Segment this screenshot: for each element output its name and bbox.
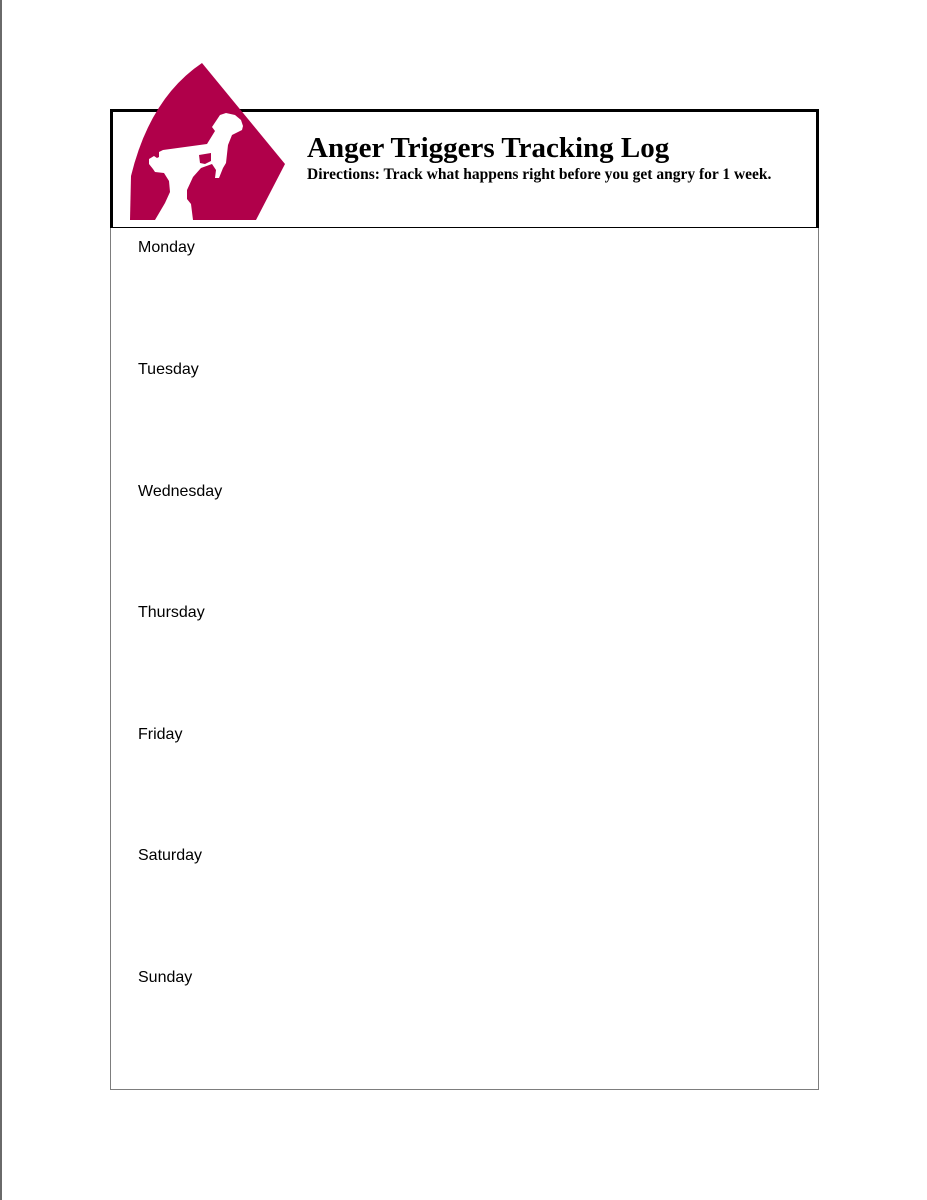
day-label-friday: Friday (138, 726, 183, 743)
day-notes-wednesday[interactable] (138, 508, 778, 592)
day-notes-friday[interactable] (138, 751, 778, 835)
day-notes-monday[interactable] (138, 264, 778, 348)
day-entry-thursday (138, 603, 778, 713)
day-label-tuesday: Tuesday (138, 361, 199, 378)
page-edge-rule (0, 0, 2, 1200)
day-entry-saturday (138, 846, 778, 956)
day-entry-sunday (138, 968, 778, 1078)
day-label-thursday: Thursday (138, 604, 205, 621)
day-entry-tuesday (138, 360, 778, 470)
day-notes-tuesday[interactable] (138, 386, 778, 470)
day-notes-sunday[interactable] (138, 994, 778, 1078)
day-notes-thursday[interactable] (138, 629, 778, 713)
day-entry-friday (138, 725, 778, 835)
tracking-log-box (110, 228, 819, 1090)
directions-text: Directions: Track what happens right before you get angry for 1 week. (307, 166, 772, 183)
day-entry-wednesday (138, 482, 778, 592)
day-label-saturday: Saturday (138, 847, 203, 864)
day-label-sunday: Sunday (138, 969, 193, 986)
handgun-icon (125, 60, 290, 222)
day-label-monday: Monday (138, 239, 195, 256)
day-entry-monday (138, 238, 778, 348)
page-title: Anger Triggers Tracking Log (307, 132, 670, 164)
day-notes-saturday[interactable] (138, 872, 778, 956)
day-label-wednesday: Wednesday (138, 483, 223, 500)
